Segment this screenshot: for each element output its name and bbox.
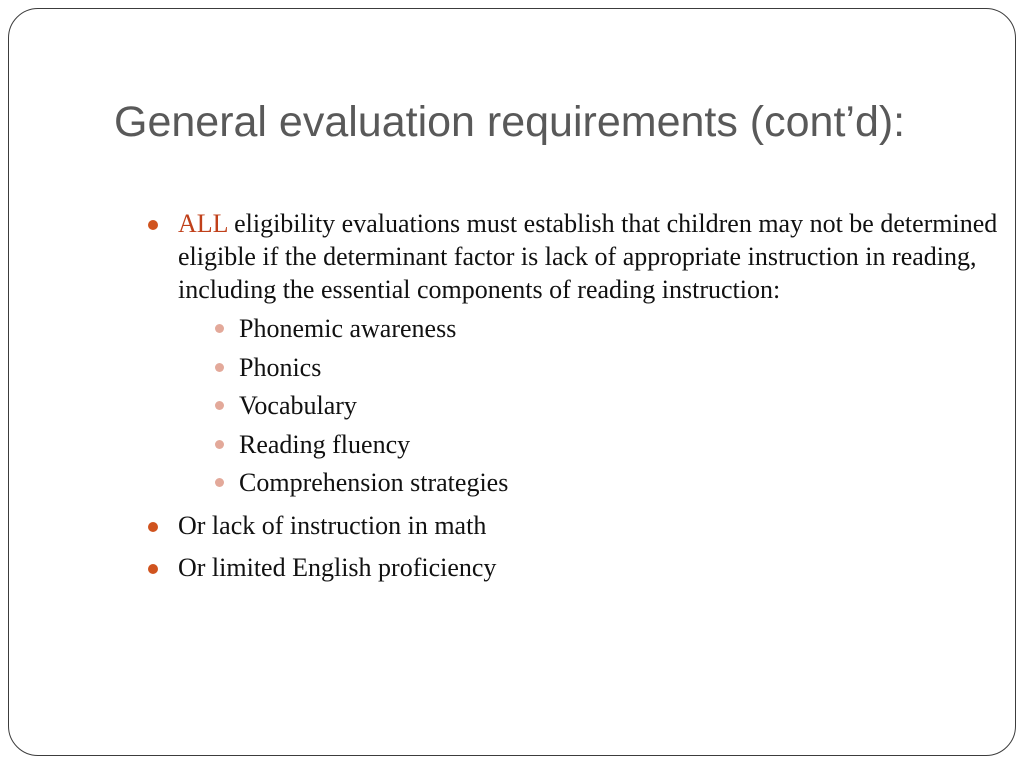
sub-bullet-text: Comprehension strategies (239, 468, 509, 497)
sub-bullet-dot-icon (215, 324, 224, 333)
sub-bullet-text: Reading fluency (239, 429, 411, 459)
sub-bullet-text: Phonemic awareness (239, 314, 457, 343)
sub-bullet-dot-icon (215, 478, 224, 487)
sub-bullet-item (239, 426, 1008, 465)
sub-bullet-list (239, 310, 1008, 503)
sub-bullet-text: Phonics (239, 352, 322, 382)
bullet-text: Or lack of instruction in math (178, 510, 487, 540)
bullet-item (178, 207, 1008, 306)
bullet-dot-icon (148, 564, 158, 574)
sub-bullet-item (239, 387, 1008, 426)
bullet-item (178, 509, 1008, 542)
sub-bullet-dot-icon (215, 363, 224, 372)
sub-bullet-dot-icon (215, 401, 224, 410)
sub-bullet-item (239, 310, 1008, 349)
bullet-item (178, 551, 1008, 584)
bullet-dot-icon (148, 522, 158, 532)
sub-bullet-item (239, 349, 1008, 388)
sub-bullet-dot-icon (215, 440, 224, 449)
slide-content (178, 207, 1008, 584)
slide-title: General evaluation requirements (cont’d): (114, 98, 906, 146)
bullet-text: Or limited English proficiency (178, 552, 497, 582)
bullet-emphasis: ALL (178, 209, 228, 238)
sub-bullet-text: Vocabulary (239, 391, 357, 420)
bullet-dot-icon (148, 220, 158, 230)
bullet-text: eligibility evaluations must establish that children may not be determined eligible if the determinant factor is lack of appropriate instruction in reading, including the essential components of reading instruction: (178, 209, 998, 304)
sub-bullet-item (239, 464, 1008, 503)
